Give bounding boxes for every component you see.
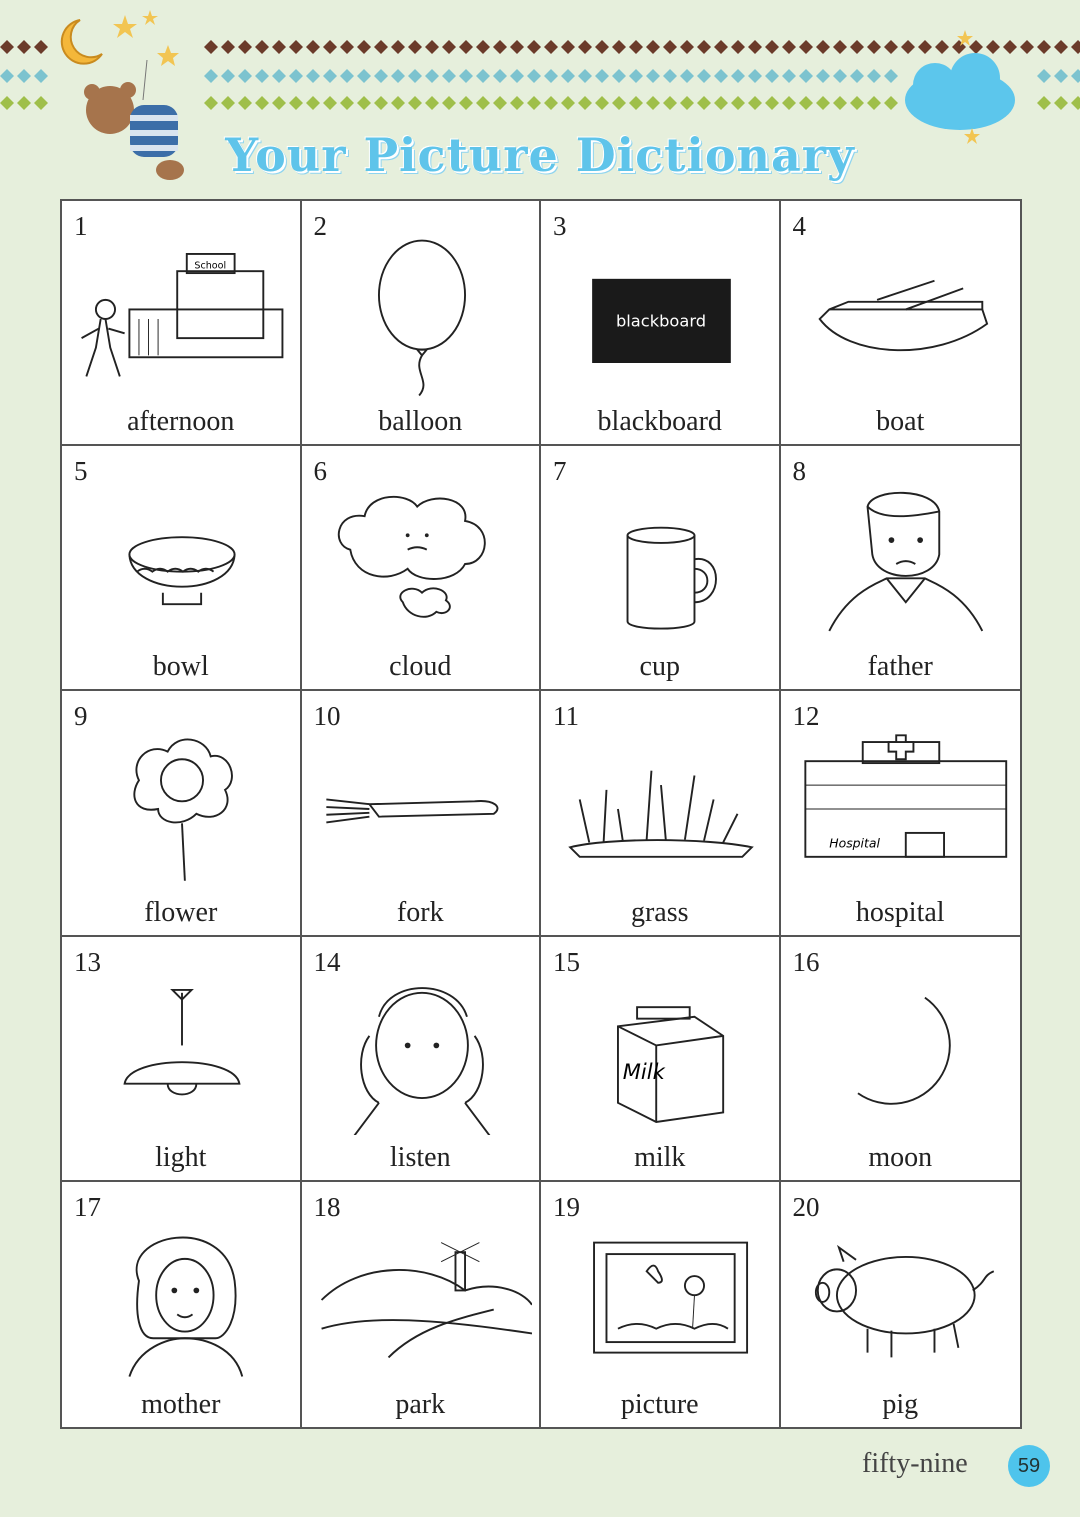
father-icon [791, 484, 1011, 644]
entry-number: 2 [313, 211, 327, 241]
entry-word: boat [876, 406, 925, 438]
svg-text:School: School [194, 260, 227, 272]
dictionary-entry [302, 691, 542, 936]
milk-carton-icon [551, 975, 771, 1135]
dictionary-entry [62, 1182, 302, 1427]
entry-word: pig [882, 1388, 919, 1420]
boat-icon [791, 239, 1011, 399]
entry-number: 11 [553, 701, 579, 732]
entry-number: 14 [313, 946, 341, 977]
entry-word: grass [630, 896, 689, 928]
entry-word: light [155, 1141, 207, 1173]
picture-dictionary-grid [60, 199, 1022, 1429]
entry-number: 8 [792, 456, 806, 487]
dictionary-entry [62, 691, 302, 936]
page-number-words: fifty-nine [862, 1448, 968, 1479]
entry-number: 20 [792, 1191, 820, 1222]
star-icon [142, 10, 158, 25]
entry-word: listen [389, 1141, 451, 1173]
dictionary-entry [62, 937, 302, 1182]
dictionary-entry [781, 201, 1021, 446]
entry-word: milk [634, 1141, 686, 1173]
entry-number: 1 [74, 211, 88, 241]
lamp-icon [72, 975, 292, 1135]
entry-number: 10 [313, 701, 341, 732]
entry-word: cloud [389, 651, 452, 683]
entry-word: father [867, 651, 933, 683]
entry-number: 3 [553, 211, 567, 241]
entry-word: mother [141, 1388, 221, 1420]
moon-icon [791, 975, 1011, 1135]
entry-number: 4 [792, 211, 806, 241]
entry-word: afternoon [127, 406, 235, 438]
hospital-icon [791, 729, 1011, 889]
dictionary-entry [781, 1182, 1021, 1427]
dictionary-entry [781, 691, 1021, 936]
entry-number: 17 [74, 1191, 101, 1222]
dictionary-entry [302, 937, 542, 1182]
svg-text:Hospital: Hospital [828, 835, 880, 851]
entry-number: 12 [792, 701, 820, 732]
entry-word: balloon [378, 406, 463, 438]
dictionary-entry [302, 1182, 542, 1427]
dictionary-entry [62, 446, 302, 691]
balloon-icon [312, 239, 532, 399]
entry-word: blackboard [597, 406, 722, 438]
page-number-badge: 59 [1008, 1445, 1050, 1487]
svg-text:Milk: Milk [622, 1058, 665, 1084]
entry-number: 5 [74, 456, 88, 487]
svg-text:blackboard: blackboard [615, 311, 707, 331]
entry-word: picture [620, 1388, 699, 1420]
cloud-icon [312, 484, 532, 644]
entry-number: 9 [74, 701, 88, 732]
entry-number: 16 [792, 946, 820, 977]
dictionary-entry [541, 446, 781, 691]
entry-word: bowl [152, 651, 209, 683]
entry-word: park [395, 1388, 446, 1420]
entry-word: cup [639, 651, 680, 683]
dictionary-entry [541, 937, 781, 1182]
star-icon [113, 15, 137, 38]
dictionary-entry [781, 937, 1021, 1182]
dictionary-entry [781, 446, 1021, 691]
entry-word: moon [868, 1141, 933, 1173]
dictionary-entry [302, 201, 542, 446]
mother-icon [72, 1220, 292, 1380]
blackboard-icon [551, 239, 771, 399]
page-title: Your Picture Dictionary [225, 128, 855, 182]
crescent-moon-icon [62, 20, 102, 64]
listen-icon [312, 975, 532, 1135]
dictionary-entry [541, 1182, 781, 1427]
dictionary-entry [541, 201, 781, 446]
entry-number: 7 [553, 456, 567, 487]
entry-number: 18 [313, 1191, 341, 1222]
entry-number: 6 [313, 456, 327, 487]
fork-icon [312, 729, 532, 889]
afternoon-school-icon [72, 239, 292, 399]
entry-word: fork [396, 896, 444, 928]
pig-icon [791, 1220, 1011, 1380]
entry-number: 15 [553, 946, 580, 977]
bowl-icon [72, 484, 292, 644]
dictionary-entry [541, 691, 781, 936]
dictionary-entry [302, 446, 542, 691]
park-icon [312, 1220, 532, 1380]
page-header [0, 0, 1080, 200]
picture-frame-icon [551, 1220, 771, 1380]
entry-number: 13 [74, 946, 101, 977]
entry-word: flower [144, 896, 218, 928]
entry-word: hospital [855, 896, 945, 928]
flower-icon [72, 729, 292, 889]
entry-number: 19 [553, 1191, 580, 1222]
dictionary-entry [62, 201, 302, 446]
star-icon [157, 45, 179, 66]
cup-icon [551, 484, 771, 644]
grass-icon [551, 729, 771, 889]
